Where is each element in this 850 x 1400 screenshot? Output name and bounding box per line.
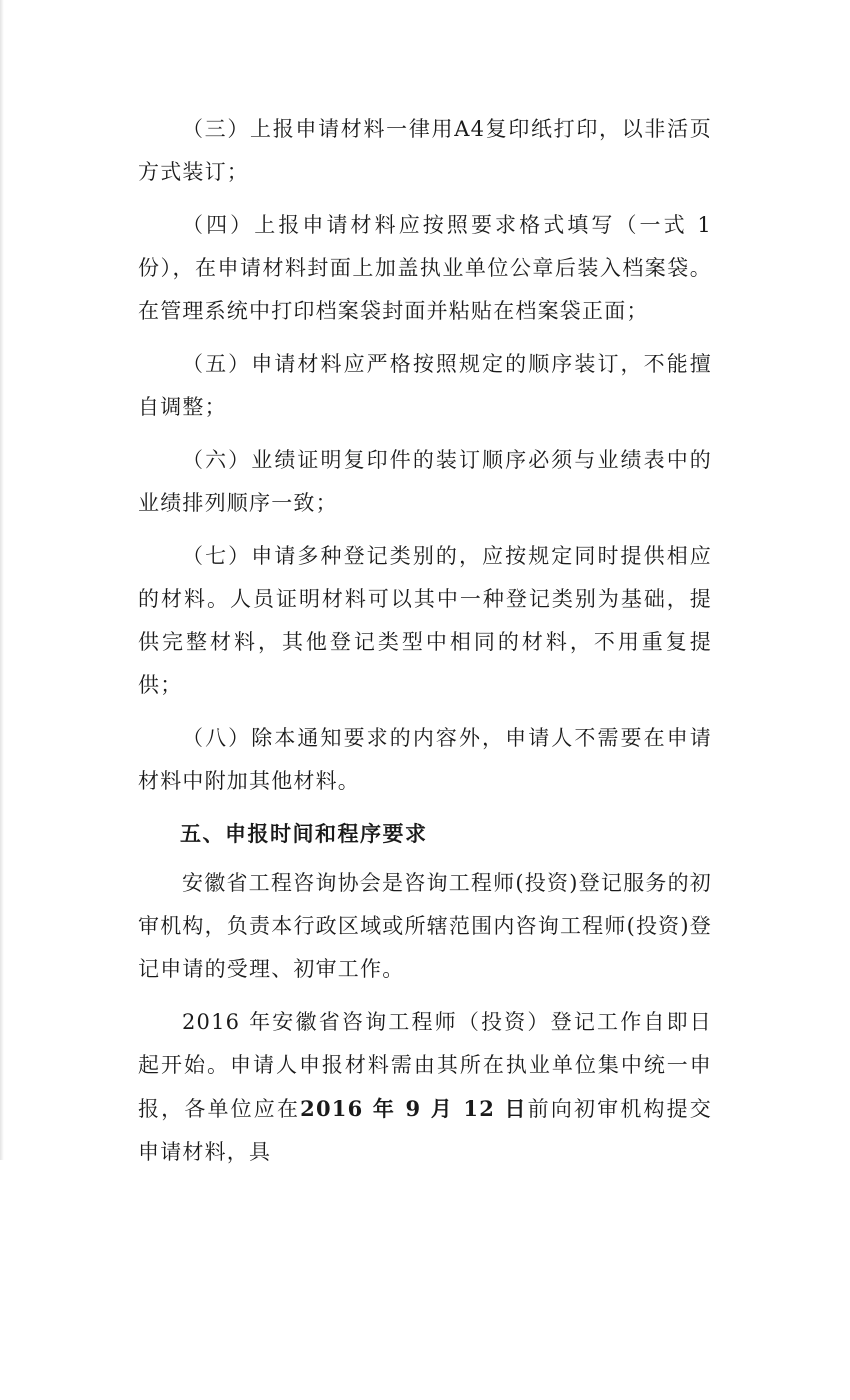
item-5-paragraph: （五）申请材料应严格按照规定的顺序装订，不能擅自调整；	[138, 352, 712, 419]
schedule-text-before: 2016 年安徽省咨询工程师（投资）登记工作自即日起开始。申请人申报材料需由其所在执业单位集中统一申报，各单位应在	[138, 1010, 712, 1121]
review-agency-paragraph: 安徽省工程咨询协会是咨询工程师(投资)登记服务的初审机构，负责本行政区域或所辖范围内咨询工程师(投资)登记申请的受理、初审工作。	[138, 871, 712, 981]
item-4-paragraph: （四）上报申请材料应按照要求格式填写（一式 1 份），在申请材料封面上加盖执业单位公章后装入档案袋。在管理系统中打印档案袋封面并粘贴在档案袋正面；	[138, 213, 712, 323]
schedule-text-after: 前向初审机构提交申请材料，具	[138, 1097, 712, 1164]
item-6-paragraph: （六）业绩证明复印件的装订顺序必须与业绩表中的业绩排列顺序一致；	[138, 448, 712, 515]
item-7-paragraph: （七）申请多种登记类别的，应按规定同时提供相应的材料。人员证明材料可以其中一种登记类别为基础，提供完整材料，其他登记类型中相同的材料，不用重复提供；	[138, 544, 712, 697]
scan-shadow-edge	[0, 0, 4, 1160]
item-8-paragraph: （八）除本通知要求的内容外，申请人不需要在申请材料中附加其他材料。	[138, 726, 712, 793]
deadline-date: 2016 年 9 月 12 日	[300, 1096, 528, 1121]
schedule-paragraph	[138, 1001, 712, 1174]
document-body	[138, 108, 712, 1184]
item-3-paragraph: （三）上报申请材料一律用A4复印纸打印，以非活页方式装订；	[138, 117, 712, 184]
section-heading: 五、申报时间和程序要求	[180, 822, 428, 846]
